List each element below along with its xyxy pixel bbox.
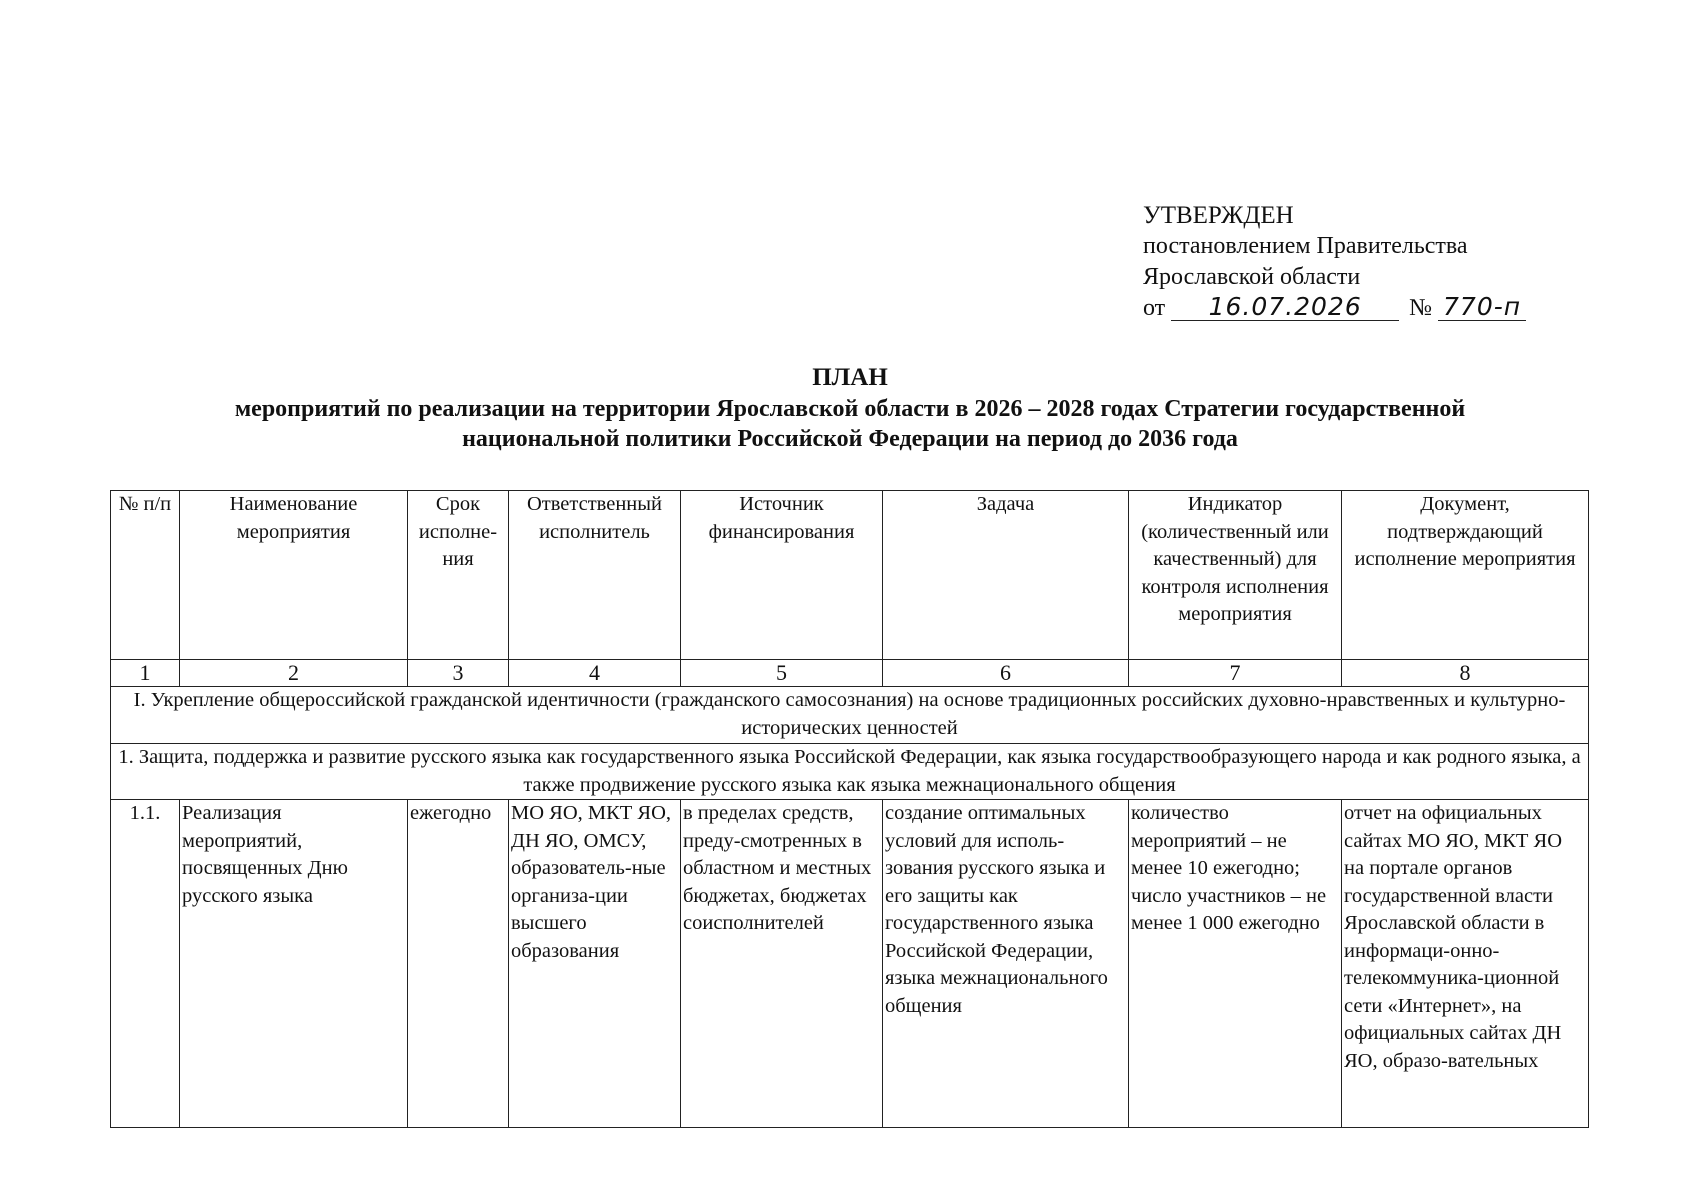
table-header-row — [111, 491, 1589, 660]
plan-heading: ПЛАН — [812, 364, 888, 391]
header-cell: Задача — [883, 491, 1129, 660]
title-line-1: мероприятий по реализации на территории Ярославской области в 2026 – 2028 годах Стратегии государственной — [234, 396, 1466, 422]
header-cell: № п/п — [111, 491, 180, 660]
header-cell: Источник финансирования — [681, 491, 883, 660]
column-number: 2 — [180, 660, 408, 687]
section-heading: I. Укрепление общероссийской гражданской идентичности (гражданского самосознания) на основе традиционных российских духовно-нравственных и культурно-исторических ценностей — [111, 687, 1589, 744]
column-number: 4 — [509, 660, 681, 687]
header-cell: Наименование мероприятия — [180, 491, 408, 660]
column-number: 8 — [1342, 660, 1589, 687]
column-number-row — [111, 660, 1589, 687]
from-label: от — [1143, 295, 1166, 321]
column-number: 7 — [1129, 660, 1342, 687]
subsection-row — [111, 744, 1589, 800]
header-cell: Индикатор (количественный или качественный) для контроля исполнения мероприятия — [1129, 491, 1342, 660]
handwritten-date: 16.07.2026 — [1171, 294, 1399, 321]
plan-table — [110, 490, 1589, 1128]
column-number: 6 — [883, 660, 1129, 687]
header-cell: Срок исполне-ния — [408, 491, 509, 660]
column-number: 1 — [111, 660, 180, 687]
header-cell: Ответственный исполнитель — [509, 491, 681, 660]
approval-line-2: Ярославской области — [1143, 264, 1361, 290]
document-title — [110, 362, 1590, 454]
title-line-2: национальной политики Российской Федерации на период до 2036 года — [462, 426, 1238, 452]
task: создание оптимальных условий для исполь-зования русского языка и его защиты как государственного языка Российской Федерации, языка межнационального общения — [883, 800, 1129, 1128]
approved-label: УТВЕРЖДЕН — [1143, 202, 1294, 229]
row-number: 1.1. — [111, 800, 180, 1128]
approval-stamp — [1143, 200, 1583, 324]
table-row — [111, 800, 1589, 1128]
approval-date-line — [1143, 293, 1583, 324]
header-cell: Документ, подтверждающий исполнение мероприятия — [1342, 491, 1589, 660]
execution-term: ежегодно — [408, 800, 509, 1128]
number-label: № — [1409, 295, 1433, 321]
column-number: 3 — [408, 660, 509, 687]
funding-source: в пределах средств, преду-смотренных в областном и местных бюджетах, бюджетах соисполнителей — [681, 800, 883, 1128]
activity-name: Реализация мероприятий, посвященных Дню русского языка — [180, 800, 408, 1128]
subsection-heading: 1. Защита, поддержка и развитие русского языка как государственного языка Российской Федерации, как языка государствообразующего народа и как родного языка, а также продвижение русского языка как языка межнационального общения — [111, 744, 1589, 800]
indicator: количество мероприятий – не менее 10 ежегодно; число участников – не менее 1 000 ежегодно — [1129, 800, 1342, 1128]
approval-line-1: постановлением Правительства — [1143, 233, 1468, 259]
responsible-executor: МО ЯО, МКТ ЯО, ДН ЯО, ОМСУ, образователь-ные организа-ции высшего образования — [509, 800, 681, 1128]
column-number: 5 — [681, 660, 883, 687]
section-row — [111, 687, 1589, 744]
handwritten-number: 770-п — [1438, 294, 1526, 321]
confirming-document: отчет на официальных сайтах МО ЯО, МКТ ЯО на портале органов государственной власти Ярославской области в информаци-онно-телекоммуника-ционной сети «Интернет», на официальных сайтах ДН ЯО, образо-вательных — [1342, 800, 1589, 1128]
